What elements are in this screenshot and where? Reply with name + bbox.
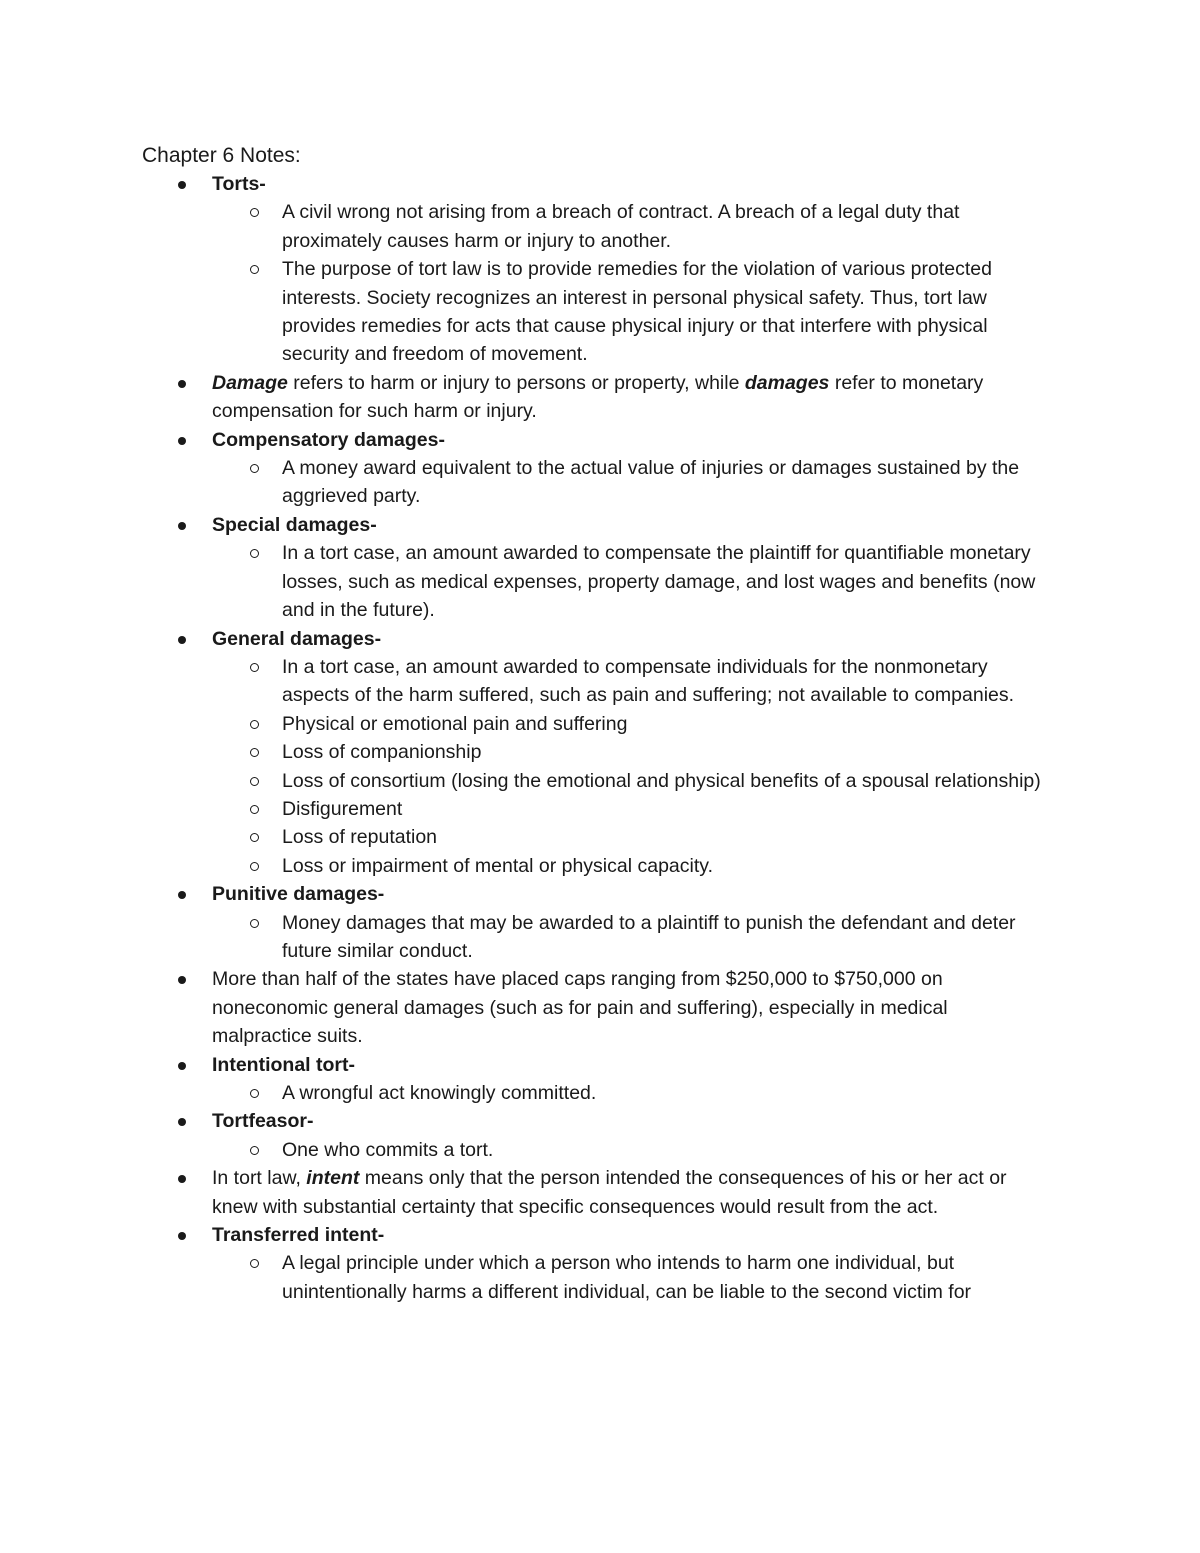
sub-list (212, 198, 1042, 368)
filled-bullet-icon (178, 636, 186, 644)
term-label: Torts- (212, 173, 266, 195)
hollow-bullet-icon (250, 549, 259, 558)
sub-item-text: Loss of companionship (282, 741, 482, 764)
sub-item-text: Disfigurement (282, 797, 403, 820)
filled-bullet-icon (178, 181, 186, 189)
list-item-torts (0, 170, 1042, 369)
sub-item (212, 653, 1052, 710)
sub-item-text: Physical or emotional pain and suffering (282, 712, 628, 735)
sub-item (212, 1136, 1052, 1164)
hollow-bullet-icon (250, 265, 259, 274)
hollow-bullet-icon (250, 1259, 259, 1268)
hollow-bullet-icon (250, 833, 259, 842)
sub-item-text: A legal principle under which a person who intends to harm one individual, but unintentionally harms a different individual, can be liable to the second victim for (282, 1252, 972, 1303)
sub-item (212, 767, 1052, 795)
hollow-bullet-icon (250, 777, 259, 786)
sub-item-text: Loss of consortium (losing the emotional and physical benefits of a spousal relationship) (282, 769, 1041, 792)
filled-bullet-icon (178, 437, 186, 445)
term-label: Intentional tort- (212, 1053, 355, 1076)
sub-item (212, 1079, 1052, 1107)
term-label: Tortfeasor- (212, 1110, 314, 1133)
body-text: In tort law, (212, 1167, 307, 1190)
hollow-bullet-icon (250, 805, 259, 814)
sub-list (212, 454, 1042, 511)
notes-outline (0, 170, 1200, 1306)
sub-list (212, 1079, 1042, 1107)
sub-item-text: In a tort case, an amount awarded to compensate individuals for the nonmonetary aspects of the harm suffered, such as pain and suffering; not available to companies. (282, 655, 1015, 707)
sub-item (212, 710, 1052, 738)
body-text: More than half of the states have placed caps ranging from $250,000 to $750,000 on noneconomic general damages (such as for pain and suffering), especially in medical malpractice suits. (212, 968, 948, 1048)
term-damage: Damage (212, 371, 288, 394)
list-item-damage (0, 369, 1042, 426)
filled-bullet-icon (178, 380, 186, 388)
filled-bullet-icon (178, 891, 186, 899)
hollow-bullet-icon (250, 748, 259, 757)
sub-item (212, 823, 1052, 851)
sub-list (212, 1136, 1042, 1164)
sub-list (212, 1249, 1042, 1306)
term-damages: damages (744, 371, 830, 394)
sub-item-text: Money damages that may be awarded to a plaintiff to punish the defendant and deter future similar conduct. (282, 911, 1016, 962)
list-item-intentional-tort (0, 1051, 1042, 1108)
term-label: Punitive damages- (212, 883, 385, 906)
list-item-general-damages (0, 625, 1042, 881)
body-text: refers to harm or injury to persons or property, while (287, 371, 745, 394)
sub-list (212, 909, 1042, 966)
sub-item (212, 255, 1052, 369)
sub-item-text: Loss of reputation (282, 826, 438, 849)
list-item-tortfeasor (0, 1107, 1042, 1164)
list-item-intent (0, 1164, 1042, 1221)
hollow-bullet-icon (250, 1089, 259, 1098)
sub-item-text: The purpose of tort law is to provide remedies for the violation of various protected interests. Society recognizes an interest in personal physical safety. Thus, tort law provides remedies for acts that cause physical injury or that interfere with physical security and freedom of movement. (282, 258, 992, 366)
sub-item-text: In a tort case, an amount awarded to compensate the plaintiff for quantifiable monetary losses, such as medical expenses, property damage, and lost wages and benefits (now and in the future). (282, 542, 1036, 622)
term-label: Compensatory damages- (212, 428, 445, 451)
sub-item-text: One who commits a tort. (282, 1138, 494, 1161)
filled-bullet-icon (178, 1118, 186, 1126)
filled-bullet-icon (178, 1175, 186, 1183)
term-label: Special damages- (212, 513, 377, 536)
sub-list (212, 653, 1042, 880)
body-text: refer to monetary compensation for such harm or injury. (212, 371, 984, 423)
sub-item (212, 198, 1052, 255)
sub-item-text: Loss or impairment of mental or physical capacity. (282, 854, 713, 877)
body-text: means only that the person intended the consequences of his or her act or knew with substantial certainty that specific consequences would result from the act. (212, 1167, 1007, 1218)
sub-item-text: A money award equivalent to the actual value of injuries or damages sustained by the aggrieved party. (282, 457, 1020, 508)
page-title: Chapter 6 Notes: (142, 144, 301, 167)
sub-item (212, 738, 1052, 766)
sub-item (212, 909, 1052, 966)
filled-bullet-icon (178, 976, 186, 984)
list-item-compensatory-damages (0, 426, 1042, 511)
hollow-bullet-icon (250, 862, 259, 871)
hollow-bullet-icon (250, 464, 259, 473)
sub-item (212, 1249, 1052, 1306)
hollow-bullet-icon (250, 663, 259, 672)
sub-item-text: A wrongful act knowingly committed. (282, 1082, 597, 1104)
hollow-bullet-icon (250, 720, 259, 729)
sub-item-text: A civil wrong not arising from a breach of contract. A breach of a legal duty that proximately causes harm or injury to another. (282, 201, 960, 252)
term-label: Transferred intent- (212, 1224, 385, 1247)
sub-list (212, 539, 1042, 624)
list-item-special-damages (0, 511, 1042, 625)
sub-item (212, 852, 1052, 880)
term-intent: intent (306, 1167, 360, 1190)
filled-bullet-icon (178, 522, 186, 530)
term-label: General damages- (212, 627, 382, 650)
filled-bullet-icon (178, 1062, 186, 1070)
filled-bullet-icon (178, 1232, 186, 1240)
sub-item (212, 795, 1052, 823)
sub-item (212, 454, 1052, 511)
list-item-punitive-damages (0, 880, 1042, 965)
list-item-damage-caps (0, 965, 1042, 1050)
sub-item (212, 539, 1052, 624)
hollow-bullet-icon (250, 208, 259, 217)
hollow-bullet-icon (250, 919, 259, 928)
list-item-transferred-intent (0, 1221, 1042, 1306)
hollow-bullet-icon (250, 1146, 259, 1155)
